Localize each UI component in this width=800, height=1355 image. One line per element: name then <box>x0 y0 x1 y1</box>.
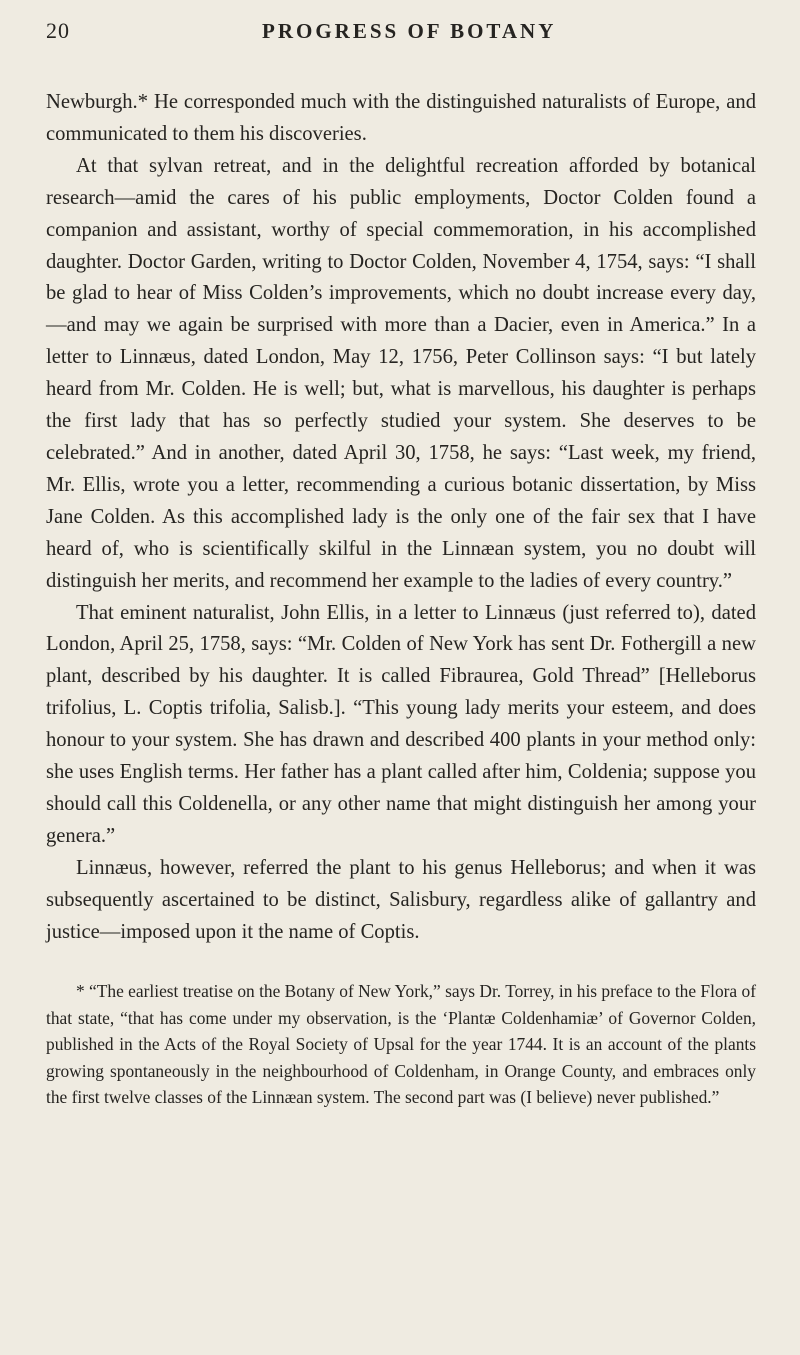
footnote <box>46 978 756 1111</box>
page-header <box>46 18 756 62</box>
paragraph: That eminent naturalist, John Ellis, in a letter to Linnæus (just referred to), dated London, April 25, 1758, says: “Mr. Colden of New York has sent Dr. Fothergill a new plant, described by his daughter. It is called Fibraurea, Gold Thread” [Helleborus trifolius, L. Coptis trifolia, Salisb.]. “This young lady merits your esteem, and does honour to your system. She has drawn and described 400 plants in your method only: she uses English terms. Her father has a plant called after him, Coldenia; suppose you should call this Coldenella, or any other name that might distinguish her among your genera.” <box>46 601 756 847</box>
page-number: 20 <box>46 18 70 43</box>
main-text <box>46 87 756 948</box>
running-title: PROGRESS OF BOTANY <box>262 19 557 43</box>
paragraph: Newburgh.* He corresponded much with the distinguished naturalists of Europe, and communicated to them his discoveries. <box>46 91 756 145</box>
paragraph: At that sylvan retreat, and in the delightful recreation afforded by botanical research—amid the cares of his public employments, Doctor Colden found a companion and assistant, worthy of special commemoration, in his accomplished daughter. Doctor Garden, writing to Doctor Colden, November 4, 1754, says: “I shall be glad to hear of Miss Colden’s improvements, which no doubt increase every day,—and may we again be surprised with more than a Dacier, even in America.” In a letter to Linnæus, dated London, May 12, 1756, Peter Collinson says: “I but lately heard from Mr. Colden. He is well; but, what is marvellous, his daughter is perhaps the first lady that has so perfectly studied your system. She deserves to be celebrated.” And in another, dated April 30, 1758, he says: “Last week, my friend, Mr. Ellis, wrote you a letter, recommending a curious botanic dissertation, by Miss Jane Colden. As this accomplished lady is the only one of the fair sex that I have heard of, who is scientifically skilful in the Linnæan system, you no doubt will distinguish her merits, and recommend her example to the ladies of every country.” <box>46 154 756 592</box>
footnote-text: * “The earliest treatise on the Botany of New York,” says Dr. Torrey, in his preface to the Flora of that state, “that has come under my observation, is the ‘Plantæ Coldenhamiæ’ of Governor Colden, published in the Acts of the Royal Society of Upsal for the year 1744. It is an account of the plants growing spontaneously in the neighbourhood of Coldenham, in Orange County, and embraces only the first twelve classes of the Linnæan system. The second part was (I believe) never published.” <box>46 981 756 1108</box>
paragraph: Linnæus, however, referred the plant to his genus Helleborus; and when it was subsequently ascertained to be distinct, Salisbury, regardless alike of gallantry and justice—imposed upon it the name of Coptis. <box>46 856 756 943</box>
